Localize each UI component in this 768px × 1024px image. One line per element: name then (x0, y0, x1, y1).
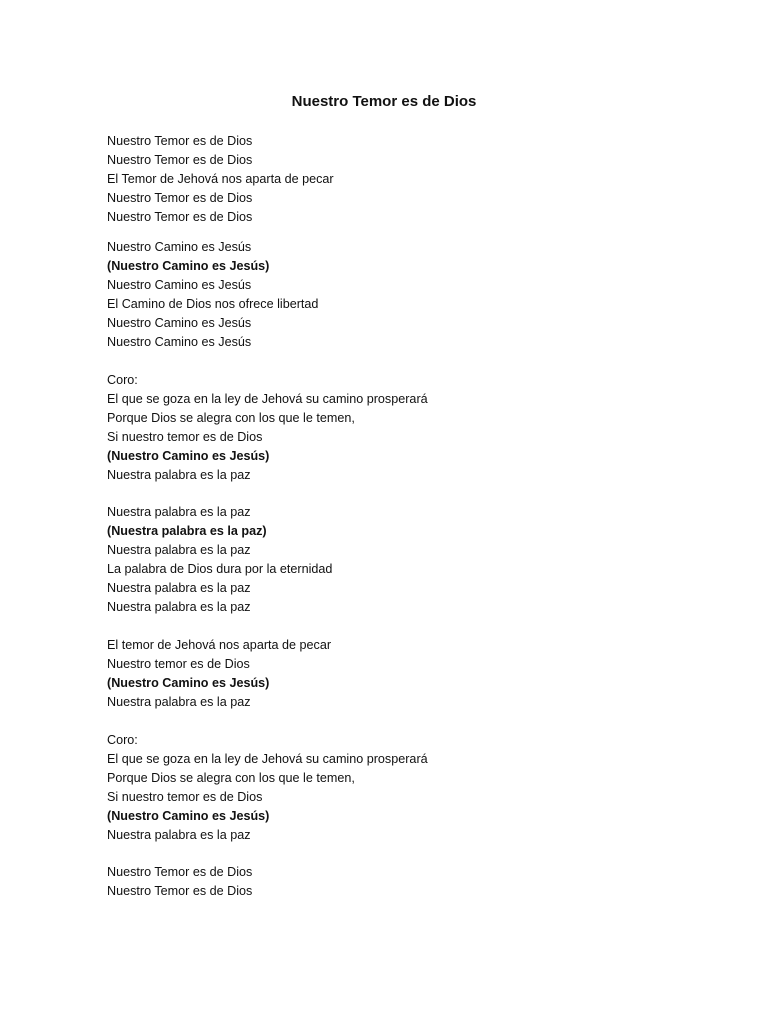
document-title: Nuestro Temor es de Dios (291, 93, 477, 110)
chorus-label: Coro: (107, 373, 138, 387)
stanza-7 (107, 863, 707, 901)
stanza-4 (107, 503, 707, 616)
lyric-line: El Temor de Jehová nos aparta de pecar (107, 171, 334, 186)
lyric-line: Porque Dios se alegra con los que le temen, (107, 770, 355, 785)
lyric-line: Nuestra palabra es la paz (107, 467, 251, 482)
chorus-label: Coro: (107, 733, 138, 747)
stanza-1 (107, 132, 707, 227)
stanza-2 (107, 238, 707, 351)
lyric-line: Nuestro Temor es de Dios (107, 190, 253, 205)
lyric-line-bold: (Nuestro Camino es Jesús) (107, 808, 270, 823)
lyric-line-bold: (Nuestro Camino es Jesús) (107, 448, 270, 463)
stanza-6-chorus (107, 731, 707, 844)
lyric-line: La palabra de Dios dura por la eternidad (107, 561, 333, 576)
lyric-line-bold: (Nuestro Camino es Jesús) (107, 675, 270, 690)
lyric-line: Nuestro Camino es Jesús (107, 277, 252, 292)
lyric-line: El temor de Jehová nos aparta de pecar (107, 638, 332, 652)
lyric-line: Nuestro Temor es de Dios (107, 152, 253, 167)
lyric-line: El que se goza en la ley de Jehová su camino prosperará (107, 751, 428, 766)
lyric-line: Nuestro Temor es de Dios (107, 209, 253, 224)
lyric-line: Nuestro Temor es de Dios (107, 883, 253, 898)
lyric-line: Nuestra palabra es la paz (107, 505, 251, 519)
lyric-line: Si nuestro temor es de Dios (107, 789, 263, 804)
stanza-5 (107, 636, 707, 712)
lyric-line: Nuestro Camino es Jesús (107, 240, 252, 254)
lyric-line-bold: (Nuestro Camino es Jesús) (107, 258, 270, 273)
lyric-line: Nuestra palabra es la paz (107, 827, 251, 842)
lyric-line-bold: (Nuestra palabra es la paz) (107, 523, 267, 538)
lyric-line: Porque Dios se alegra con los que le temen, (107, 410, 355, 425)
lyric-line: Si nuestro temor es de Dios (107, 429, 263, 444)
lyric-line: Nuestro Temor es de Dios (107, 865, 253, 879)
lyric-line: Nuestro Temor es de Dios (107, 134, 253, 148)
lyric-line: Nuestra palabra es la paz (107, 580, 251, 595)
lyric-line: El Camino de Dios nos ofrece libertad (107, 296, 319, 311)
lyric-line: Nuestra palabra es la paz (107, 599, 251, 614)
lyric-line: Nuestro Camino es Jesús (107, 315, 252, 330)
lyric-line: Nuestro Camino es Jesús (107, 334, 252, 349)
lyric-line: Nuestro temor es de Dios (107, 656, 250, 671)
lyric-line: Nuestra palabra es la paz (107, 694, 251, 709)
stanza-3-chorus (107, 371, 707, 484)
lyric-line: El que se goza en la ley de Jehová su camino prosperará (107, 391, 428, 406)
lyric-line: Nuestra palabra es la paz (107, 542, 251, 557)
